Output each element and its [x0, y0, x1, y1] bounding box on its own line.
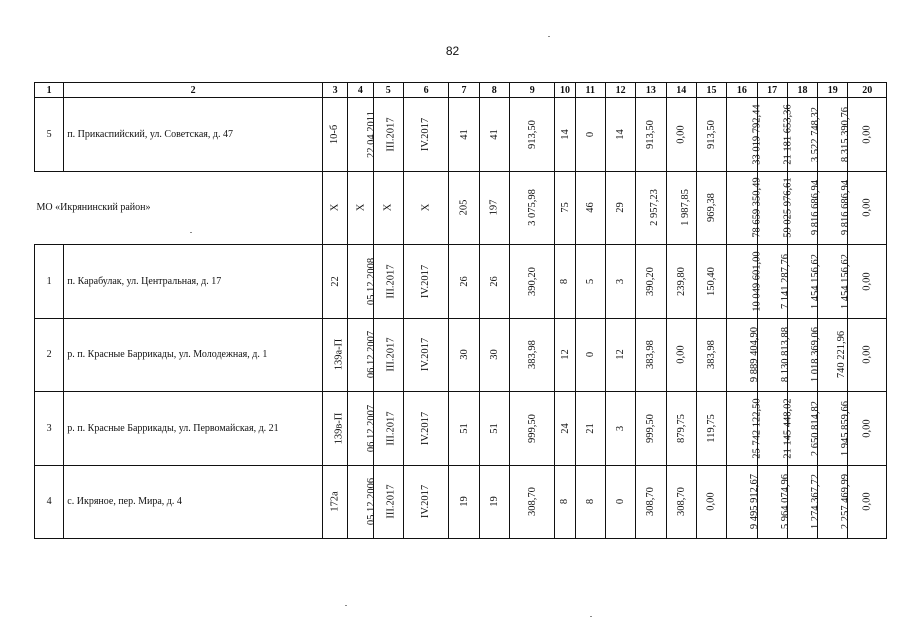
cell — [575, 245, 605, 319]
cell-value: X — [354, 203, 366, 212]
cell-value: 1 454 156,62 — [840, 253, 852, 309]
cell — [323, 465, 348, 539]
header-cell: 6 — [403, 83, 448, 98]
cell-value: 5 964 074,96 — [779, 474, 791, 530]
cell — [575, 465, 605, 539]
cell — [373, 318, 403, 392]
row-number: 4 — [35, 465, 64, 539]
cell-value: 9 495 912,67 — [749, 474, 761, 530]
cell-value: 913,50 — [706, 119, 718, 149]
cell-value: 75 — [559, 202, 571, 213]
cell — [373, 465, 403, 539]
cell — [555, 245, 575, 319]
cell — [666, 171, 696, 245]
cell-value: 5 — [584, 278, 596, 284]
header-cell: 8 — [479, 83, 509, 98]
cell-value: 8 — [584, 499, 596, 505]
cell-value: 05.12.2006 — [366, 478, 378, 526]
cell — [818, 465, 852, 539]
header-cell: 20 — [848, 83, 887, 98]
cell — [848, 465, 887, 539]
address-cell: р. п. Красные Баррикады, ул. Первомайская, д. 21 — [64, 392, 323, 466]
cell — [509, 392, 554, 466]
cell — [727, 245, 763, 319]
cell-value: 12 — [559, 349, 571, 360]
cell-value: 41 — [488, 129, 500, 140]
cell-value: 172а — [329, 491, 341, 512]
municipality-label: МО «Икрянинский район» — [35, 171, 323, 245]
cell — [848, 392, 887, 466]
cell — [605, 245, 635, 319]
cell-value: 139а-П — [333, 339, 345, 371]
cell — [757, 318, 791, 392]
cell — [818, 245, 852, 319]
cell — [509, 465, 554, 539]
cell-value: 205 — [458, 199, 470, 216]
cell — [449, 245, 479, 319]
row-number: 2 — [35, 318, 64, 392]
cell — [323, 245, 348, 319]
header-cell: 1 — [35, 83, 64, 98]
cell — [636, 318, 666, 392]
cell — [605, 318, 635, 392]
cell — [348, 98, 378, 172]
cell — [605, 465, 635, 539]
cell-value: 8 — [559, 278, 571, 284]
cell — [373, 98, 403, 172]
header-cell: 3 — [323, 83, 348, 98]
housing-repair-table — [34, 82, 887, 539]
cell-value: 0,00 — [861, 125, 873, 144]
cell — [787, 318, 821, 392]
cell — [479, 171, 509, 245]
cell — [509, 98, 554, 172]
cell-value: 8 315 390,76 — [840, 106, 852, 162]
cell — [449, 98, 479, 172]
cell — [403, 171, 448, 245]
page-number: 82 — [445, 44, 460, 58]
cell — [636, 171, 666, 245]
cell — [479, 98, 509, 172]
cell-value: 999,50 — [645, 413, 657, 443]
cell — [727, 465, 761, 539]
cell — [636, 465, 666, 539]
cell-value: 33 019 792,44 — [751, 104, 763, 165]
cell-value: 06.12.2007 — [366, 331, 378, 379]
cell-value: 1 945 859,66 — [840, 400, 852, 456]
cell — [636, 392, 666, 466]
cell — [479, 392, 509, 466]
cell-value: 59 025 976,61 — [782, 177, 794, 238]
cell-value: 2 257 469,99 — [840, 474, 852, 530]
cell-value: 308,70 — [645, 487, 657, 517]
cell-value: 390,20 — [645, 266, 657, 296]
cell — [636, 98, 666, 172]
header-cell: 19 — [818, 83, 848, 98]
cell-value: III.2017 — [385, 411, 397, 446]
cell-value: 2 957,23 — [649, 189, 661, 227]
scan-speck — [345, 605, 347, 606]
cell-value: 78 659 350,49 — [751, 177, 763, 238]
cell — [696, 245, 726, 319]
cell-value: 239,80 — [675, 266, 687, 296]
cell-value: 308,70 — [526, 487, 538, 517]
cell — [509, 245, 554, 319]
cell — [555, 392, 575, 466]
cell-value: 51 — [488, 423, 500, 434]
row-number: 3 — [35, 392, 64, 466]
row-number: 1 — [35, 245, 64, 319]
address-cell: с. Икряное, пер. Мира, д. 4 — [64, 465, 323, 539]
cell-value: 879,75 — [675, 413, 687, 443]
cell — [696, 98, 726, 172]
cell-value: 999,50 — [526, 413, 538, 443]
scan-speck — [548, 36, 550, 37]
cell-value: 2 650 814,82 — [809, 400, 821, 456]
header-cell: 14 — [666, 83, 696, 98]
cell-value: 969,38 — [706, 193, 718, 223]
cell — [787, 465, 821, 539]
cell-value: 30 — [488, 349, 500, 360]
cell-value: 9 889 404,90 — [749, 327, 761, 383]
cell — [818, 318, 848, 392]
table-row — [35, 392, 887, 466]
cell — [449, 171, 479, 245]
cell-value: IV.2017 — [420, 117, 432, 151]
cell-value: IV.2017 — [420, 485, 432, 519]
cell-value: 0,00 — [861, 419, 873, 438]
cell-value: 22.04.2011 — [366, 110, 378, 158]
header-row — [35, 83, 887, 98]
cell — [696, 465, 726, 539]
cell-value: 0 — [615, 499, 627, 505]
cell-value: 1 987,85 — [679, 189, 691, 227]
cell — [605, 171, 635, 245]
cell-value: 0,00 — [861, 345, 873, 364]
cell — [757, 465, 791, 539]
cell-value: 29 — [615, 202, 627, 213]
cell-value: X — [382, 203, 394, 212]
cell-value: 26 — [458, 276, 470, 287]
cell-value: 9 816 686,94 — [809, 180, 821, 236]
cell-value: 0 — [584, 352, 596, 358]
header-cell: 12 — [605, 83, 635, 98]
cell — [666, 245, 696, 319]
cell — [323, 392, 348, 466]
cell-value: IV.2017 — [420, 411, 432, 445]
cell — [479, 465, 509, 539]
subtotal-row — [35, 171, 887, 245]
cell-value: 8 — [559, 499, 571, 505]
cell — [403, 392, 448, 466]
cell-value: 21 145 448,02 — [782, 398, 794, 459]
cell-value: 0,00 — [675, 125, 687, 144]
cell — [848, 318, 887, 392]
cell — [575, 171, 605, 245]
cell-value: IV.2017 — [420, 264, 432, 298]
cell — [373, 171, 403, 245]
cell-value: 21 — [584, 423, 596, 434]
cell-value: 9 816 686,94 — [840, 180, 852, 236]
cell — [509, 171, 554, 245]
cell-value: 150,40 — [706, 266, 718, 296]
cell-value: 22 — [329, 276, 341, 287]
cell-value: 05.12.2008 — [366, 257, 378, 305]
cell-value: 25 742 122,50 — [751, 398, 763, 459]
cell-value: 8 130 813,88 — [779, 327, 791, 383]
header-cell: 11 — [575, 83, 605, 98]
cell-value: 46 — [584, 202, 596, 213]
cell — [555, 318, 575, 392]
cell — [848, 245, 887, 319]
cell-value: III.2017 — [385, 264, 397, 299]
cell — [449, 465, 479, 539]
cell-value: 0,00 — [675, 345, 687, 364]
cell — [696, 318, 726, 392]
cell — [727, 98, 763, 172]
cell — [555, 465, 575, 539]
cell — [696, 392, 726, 466]
cell — [818, 98, 852, 172]
cell — [818, 171, 852, 245]
table-row — [35, 245, 887, 319]
cell — [449, 392, 479, 466]
cell — [605, 98, 635, 172]
cell-value: 10 049 601,00 — [751, 251, 763, 312]
cell-value: 30 — [458, 349, 470, 360]
cell — [575, 392, 605, 466]
cell — [348, 465, 378, 539]
cell — [605, 392, 635, 466]
cell-value: 1 454 156,62 — [809, 253, 821, 309]
cell — [479, 318, 509, 392]
cell-value: 119,75 — [706, 414, 718, 443]
scan-speck — [590, 616, 592, 617]
cell — [666, 318, 696, 392]
header-cell: 7 — [449, 83, 479, 98]
cell — [636, 245, 666, 319]
cell-value: 139в-П — [333, 412, 345, 445]
cell-value: III.2017 — [385, 337, 397, 372]
header-cell: 15 — [696, 83, 726, 98]
header-cell: 13 — [636, 83, 666, 98]
address-cell: п. Карабулак, ул. Центральная, д. 17 — [64, 245, 323, 319]
cell — [348, 245, 378, 319]
cell-value: 308,70 — [675, 487, 687, 517]
cell-value: 3 522 748,32 — [809, 106, 821, 162]
address-cell: р. п. Красные Баррикады, ул. Молодежная, д. 1 — [64, 318, 323, 392]
cell — [555, 171, 575, 245]
cell-value: 197 — [488, 199, 500, 216]
cell-value: 0,00 — [861, 198, 873, 217]
cell — [666, 465, 696, 539]
cell — [848, 171, 887, 245]
cell — [666, 98, 696, 172]
header-cell: 17 — [757, 83, 787, 98]
cell-value: 383,98 — [645, 340, 657, 370]
cell — [403, 98, 448, 172]
cell-value: IV.2017 — [420, 338, 432, 372]
cell — [696, 171, 726, 245]
cell — [323, 98, 348, 172]
cell — [818, 392, 852, 466]
table-row — [35, 98, 887, 172]
cell-value: 383,98 — [706, 340, 718, 370]
row-number: 5 — [35, 98, 64, 172]
cell — [555, 98, 575, 172]
cell-value: III.2017 — [385, 484, 397, 519]
cell — [403, 245, 448, 319]
header-cell: 9 — [509, 83, 554, 98]
cell — [403, 465, 448, 539]
cell-value: 24 — [559, 423, 571, 434]
cell — [575, 98, 605, 172]
cell-value: 1 274 367,72 — [809, 474, 821, 530]
cell — [373, 245, 403, 319]
cell-value: 3 — [615, 278, 627, 284]
cell-value: 19 — [458, 496, 470, 507]
header-cell: 10 — [555, 83, 575, 98]
cell — [727, 392, 763, 466]
table-row — [35, 318, 887, 392]
cell-value: 26 — [488, 276, 500, 287]
cell — [848, 98, 887, 172]
cell-value: X — [329, 203, 341, 212]
cell-value: 21 181 653,36 — [782, 104, 794, 165]
cell-value: 1 018 369,06 — [809, 327, 821, 383]
cell-value: 14 — [615, 129, 627, 140]
cell-value: 19 — [488, 496, 500, 507]
cell — [787, 245, 821, 319]
cell — [509, 318, 554, 392]
cell-value: 913,50 — [645, 119, 657, 149]
cell — [727, 318, 761, 392]
cell-value: 913,50 — [526, 119, 538, 149]
address-cell: п. Прикаспийский, ул. Советская, д. 47 — [64, 98, 323, 172]
scan-speck — [190, 232, 192, 233]
cell — [373, 392, 403, 466]
cell-value: 0,00 — [861, 492, 873, 511]
cell-value: 7 141 287,76 — [779, 253, 791, 309]
cell — [348, 392, 378, 466]
cell — [479, 245, 509, 319]
cell-value: 06.12.2007 — [366, 404, 378, 452]
cell-value: 0,00 — [706, 492, 718, 511]
cell-value: III.2017 — [385, 117, 397, 152]
cell — [348, 318, 378, 392]
cell — [348, 171, 373, 245]
table-row — [35, 465, 887, 539]
cell-value: X — [420, 203, 432, 212]
cell — [323, 318, 348, 392]
header-cell: 16 — [727, 83, 757, 98]
cell-value: 0 — [584, 131, 596, 137]
cell — [449, 318, 479, 392]
cell — [575, 318, 605, 392]
cell-value: 740 221,96 — [836, 331, 848, 379]
cell-value: 3 075,98 — [526, 189, 538, 227]
cell — [727, 171, 763, 245]
cell-value: 383,98 — [526, 340, 538, 370]
header-cell: 2 — [64, 83, 323, 98]
cell-value: 3 — [615, 425, 627, 431]
cell — [403, 318, 448, 392]
cell-value: 51 — [458, 423, 470, 434]
cell — [323, 171, 348, 245]
header-cell: 5 — [373, 83, 403, 98]
header-cell: 18 — [787, 83, 817, 98]
cell-value: 41 — [458, 129, 470, 140]
header-cell: 4 — [348, 83, 373, 98]
cell-value: 390,20 — [526, 266, 538, 296]
cell-value: 10-б — [329, 124, 341, 144]
cell — [666, 392, 696, 466]
cell-value: 14 — [559, 129, 571, 140]
cell-value: 0,00 — [861, 272, 873, 291]
cell-value: 12 — [615, 349, 627, 360]
